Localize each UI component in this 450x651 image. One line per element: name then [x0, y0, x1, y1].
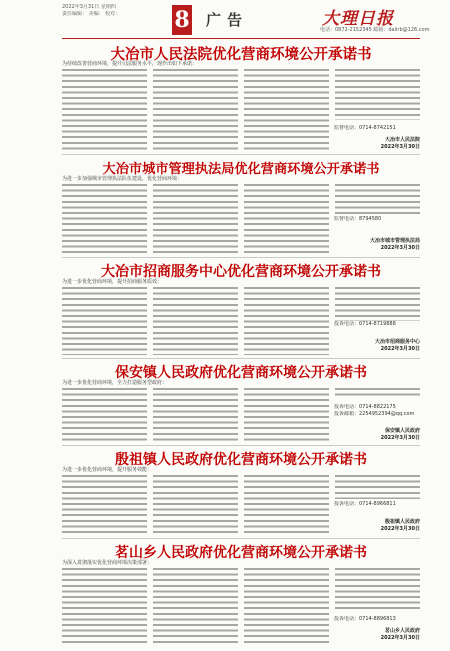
hotline: 电话：0872-2152345 邮箱：dalirb@126.com — [320, 27, 430, 33]
ad-signature — [334, 238, 420, 252]
text-column — [62, 475, 147, 535]
ad-baoan-town — [62, 360, 420, 446]
ad-contact — [334, 125, 420, 132]
newspaper-logo: 大理日报 — [322, 9, 394, 29]
ad-urban-management — [62, 156, 420, 258]
ad-investment-service — [62, 259, 420, 359]
signer: 殷祖镇人民政府 — [384, 519, 420, 525]
ad-title: 大冶市城市管理执法局优化营商环境公开承诺书 — [102, 162, 380, 177]
editor-line: 责任编辑： 美编： 校对： — [62, 11, 121, 17]
contact-line: 投诉电话：0714-8719888 — [334, 321, 396, 327]
sign-date: 2022年3月30日 — [380, 144, 420, 150]
ad-title: 大冶市人民法院优化营商环境公开承诺书 — [110, 47, 372, 63]
ad-lead: 为持续改善营商环境，提升司法服务水平，现作出如下承诺： — [62, 61, 198, 67]
text-column — [153, 568, 238, 646]
signer: 茗山乡人民政府 — [384, 628, 420, 634]
ad-title: 殷祖镇人民政府优化营商环境公开承诺书 — [115, 452, 367, 468]
ad-contact — [334, 501, 420, 508]
ad-court — [62, 41, 420, 155]
sign-date: 2022年3月30日 — [380, 526, 420, 532]
ad-contact — [334, 616, 420, 623]
ad-title: 茗山乡人民政府优化营商环境公开承诺书 — [115, 545, 367, 561]
text-column — [153, 287, 238, 355]
page-number: 8 — [172, 5, 192, 35]
text-column — [62, 69, 147, 151]
signer: 大冶市招商服务中心 — [374, 339, 420, 345]
ad-signature — [334, 428, 420, 442]
ad-contact — [334, 216, 420, 223]
text-column — [153, 475, 238, 535]
contact-line: 投诉电话：0714-8822175 — [334, 404, 396, 410]
signer: 大冶市城市管理执法局 — [369, 238, 420, 244]
sign-date: 2022年3月30日 — [380, 435, 420, 441]
sign-date: 2022年3月30日 — [380, 635, 420, 641]
contact-line: 投诉邮箱：2254952394@qq.com — [334, 411, 415, 417]
ad-signature — [334, 628, 420, 642]
signer: 保安镇人民政府 — [384, 428, 420, 434]
text-column — [62, 287, 147, 355]
ad-signature — [334, 519, 420, 533]
masthead-rule — [62, 38, 420, 39]
ad-contact — [334, 321, 420, 328]
text-column — [62, 388, 147, 442]
ad-lead: 为进一步优化营商环境，全力打造服务型政府： — [62, 380, 168, 386]
ad-signature — [334, 339, 420, 353]
ad-signature — [334, 137, 420, 151]
text-column — [244, 287, 329, 355]
text-column — [62, 568, 147, 646]
text-column — [153, 184, 238, 254]
masthead-meta — [62, 4, 172, 18]
signer: 大冶市人民法院 — [384, 137, 420, 143]
date-line: 2022年3月31日 星期四 — [62, 4, 116, 10]
text-column — [244, 475, 329, 535]
ad-lead: 为深入贯彻落实优化营商环境决策部署： — [62, 560, 153, 566]
text-column — [62, 184, 147, 254]
ad-mingshan-township — [62, 540, 420, 648]
sign-date: 2022年3月30日 — [380, 346, 420, 352]
text-column — [244, 388, 329, 442]
contact-line: 投诉电话：0714-8966811 — [334, 501, 396, 507]
ad-contact — [334, 404, 420, 418]
masthead — [0, 0, 450, 40]
ad-lead: 为进一步优化营商环境，提升服务效能： — [62, 467, 153, 473]
ad-lead: 为进一步优化营商环境，提升招商服务质效： — [62, 279, 163, 285]
contact-line: 投诉电话：0714-8896813 — [334, 616, 396, 622]
text-column — [244, 69, 329, 151]
ad-lead: 为进一步加强城市管理执法队伍建设，优化营商环境： — [62, 176, 183, 182]
section-title: 广告 — [206, 11, 249, 29]
text-column — [244, 568, 329, 646]
contact-line: 监督电话：8794580 — [334, 216, 382, 222]
sign-date: 2022年3月30日 — [380, 245, 420, 251]
contact-line: 监督电话：0714-8742151 — [334, 125, 396, 131]
ad-yinzu-town — [62, 447, 420, 539]
text-column — [153, 388, 238, 442]
ad-title: 大冶市招商服务中心优化营商环境公开承诺书 — [101, 264, 381, 280]
ad-title: 保安镇人民政府优化营商环境公开承诺书 — [115, 365, 367, 381]
text-column — [153, 69, 238, 151]
text-column — [244, 184, 329, 254]
